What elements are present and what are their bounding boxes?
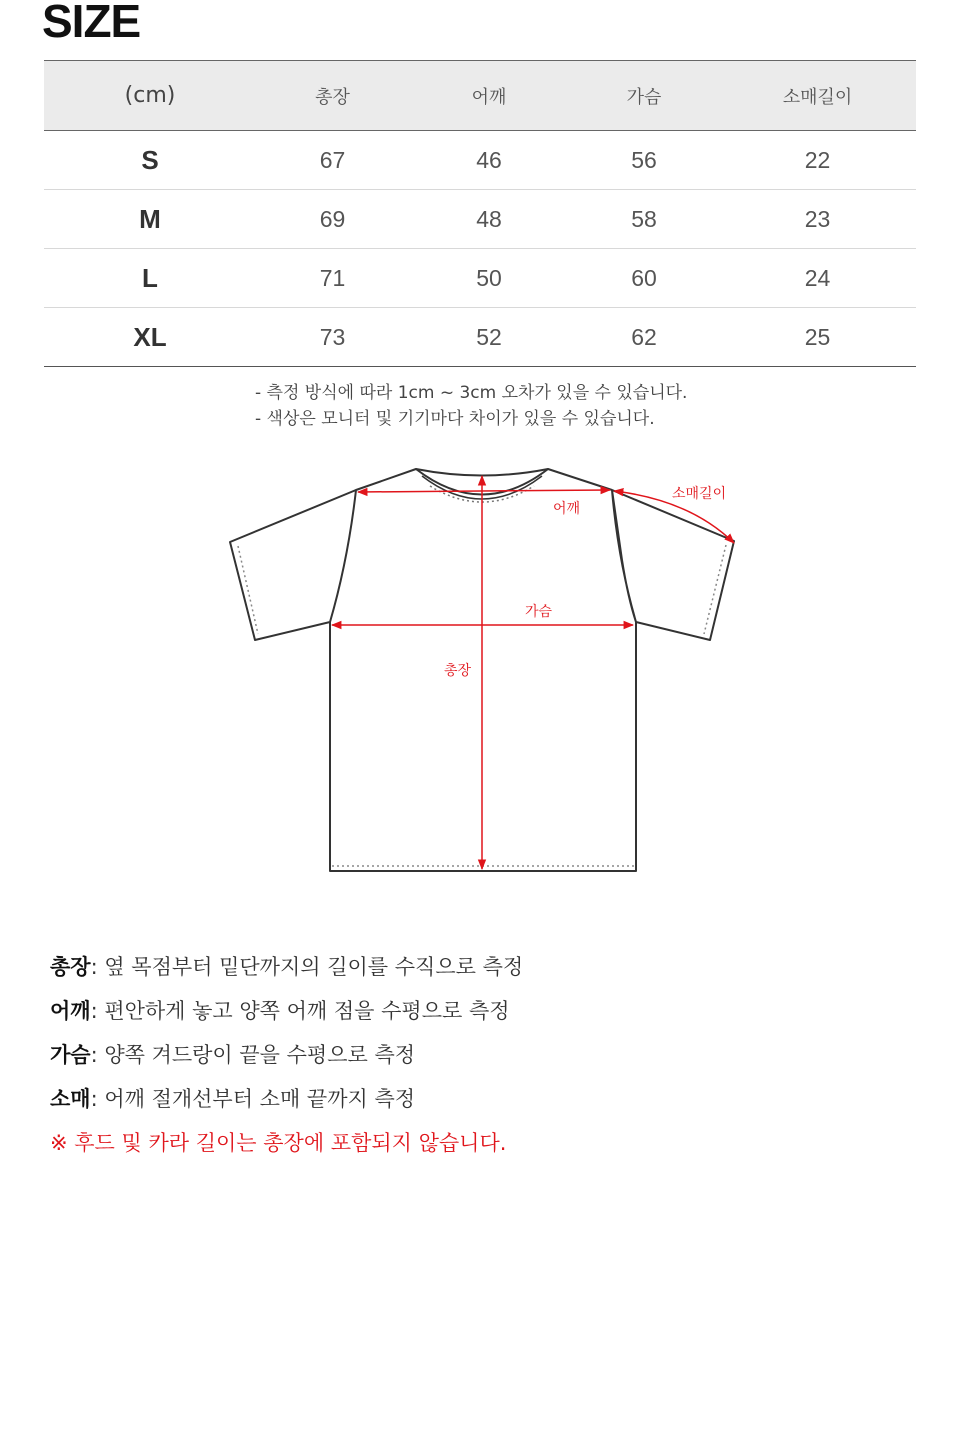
cell-total-length: 71 [319, 264, 346, 291]
guide-term: 소매 [50, 1087, 91, 1111]
page-title: SIZE [42, 0, 141, 47]
size-label: L [142, 262, 158, 293]
label-chest: 가슴 [525, 604, 553, 620]
label-sleeve: 소매길이 [672, 486, 727, 502]
header-sleeve: 소매길이 [782, 86, 853, 108]
guide-desc: : 양쪽 겨드랑이 끝을 수평으로 측정 [90, 1043, 416, 1067]
cell-shoulder: 50 [476, 264, 502, 291]
header-total-length: 총장 [315, 86, 350, 108]
cell-total-length: 73 [319, 323, 346, 350]
label-shoulder: 어깨 [553, 501, 581, 517]
header-shoulder: 어깨 [471, 86, 507, 108]
table-row [44, 249, 916, 308]
cell-chest: 56 [631, 146, 657, 173]
header-chest: 가슴 [626, 86, 662, 108]
measurement-notes [255, 380, 687, 432]
guide-desc: : 편안하게 놓고 양쪽 어깨 점을 수평으로 측정 [90, 999, 510, 1023]
size-label: M [139, 203, 161, 234]
guide-sleeve [50, 1077, 523, 1121]
cell-total-length: 67 [319, 146, 346, 173]
cell-shoulder: 48 [476, 205, 502, 232]
guide-shoulder [50, 989, 523, 1033]
cell-sleeve: 23 [804, 205, 831, 232]
tshirt-measurement-diagram [0, 440, 960, 900]
cell-total-length: 69 [319, 205, 346, 232]
cell-shoulder: 52 [476, 323, 502, 350]
guide-term: 가슴 [50, 1043, 91, 1067]
cell-sleeve: 22 [804, 146, 831, 173]
cell-sleeve: 25 [804, 323, 831, 350]
cell-chest: 58 [631, 205, 657, 232]
guide-term: 총장 [50, 955, 91, 979]
table-row [44, 131, 916, 190]
cell-sleeve: 24 [804, 264, 831, 291]
table-row [44, 190, 916, 249]
cell-shoulder: 46 [476, 146, 502, 173]
guide-term: 어깨 [50, 999, 91, 1023]
size-label: S [141, 144, 159, 175]
guide-desc: : 옆 목점부터 밑단까지의 길이를 수직으로 측정 [90, 955, 524, 979]
guide-desc: : 어깨 절개선부터 소매 끝까지 측정 [90, 1087, 416, 1111]
guide-total-length [50, 945, 523, 989]
guide-chest [50, 1033, 523, 1077]
header-unit: (cm) [124, 83, 176, 108]
hood-collar-warning: ※ 후드 및 카라 길이는 총장에 포함되지 않습니다. [50, 1131, 507, 1155]
cell-chest: 62 [631, 323, 657, 350]
size-label: XL [133, 321, 167, 352]
cell-chest: 60 [631, 264, 657, 291]
measurement-guide [50, 945, 523, 1165]
size-table [44, 60, 916, 367]
size-table-header [44, 61, 916, 131]
note-color: - 색상은 모니터 및 기기마다 차이가 있을 수 있습니다. [255, 409, 655, 429]
note-tolerance: - 측정 방식에 따라 1cm ~ 3cm 오차가 있을 수 있습니다. [255, 383, 688, 403]
label-length: 총장 [444, 663, 472, 679]
table-row [44, 308, 916, 367]
